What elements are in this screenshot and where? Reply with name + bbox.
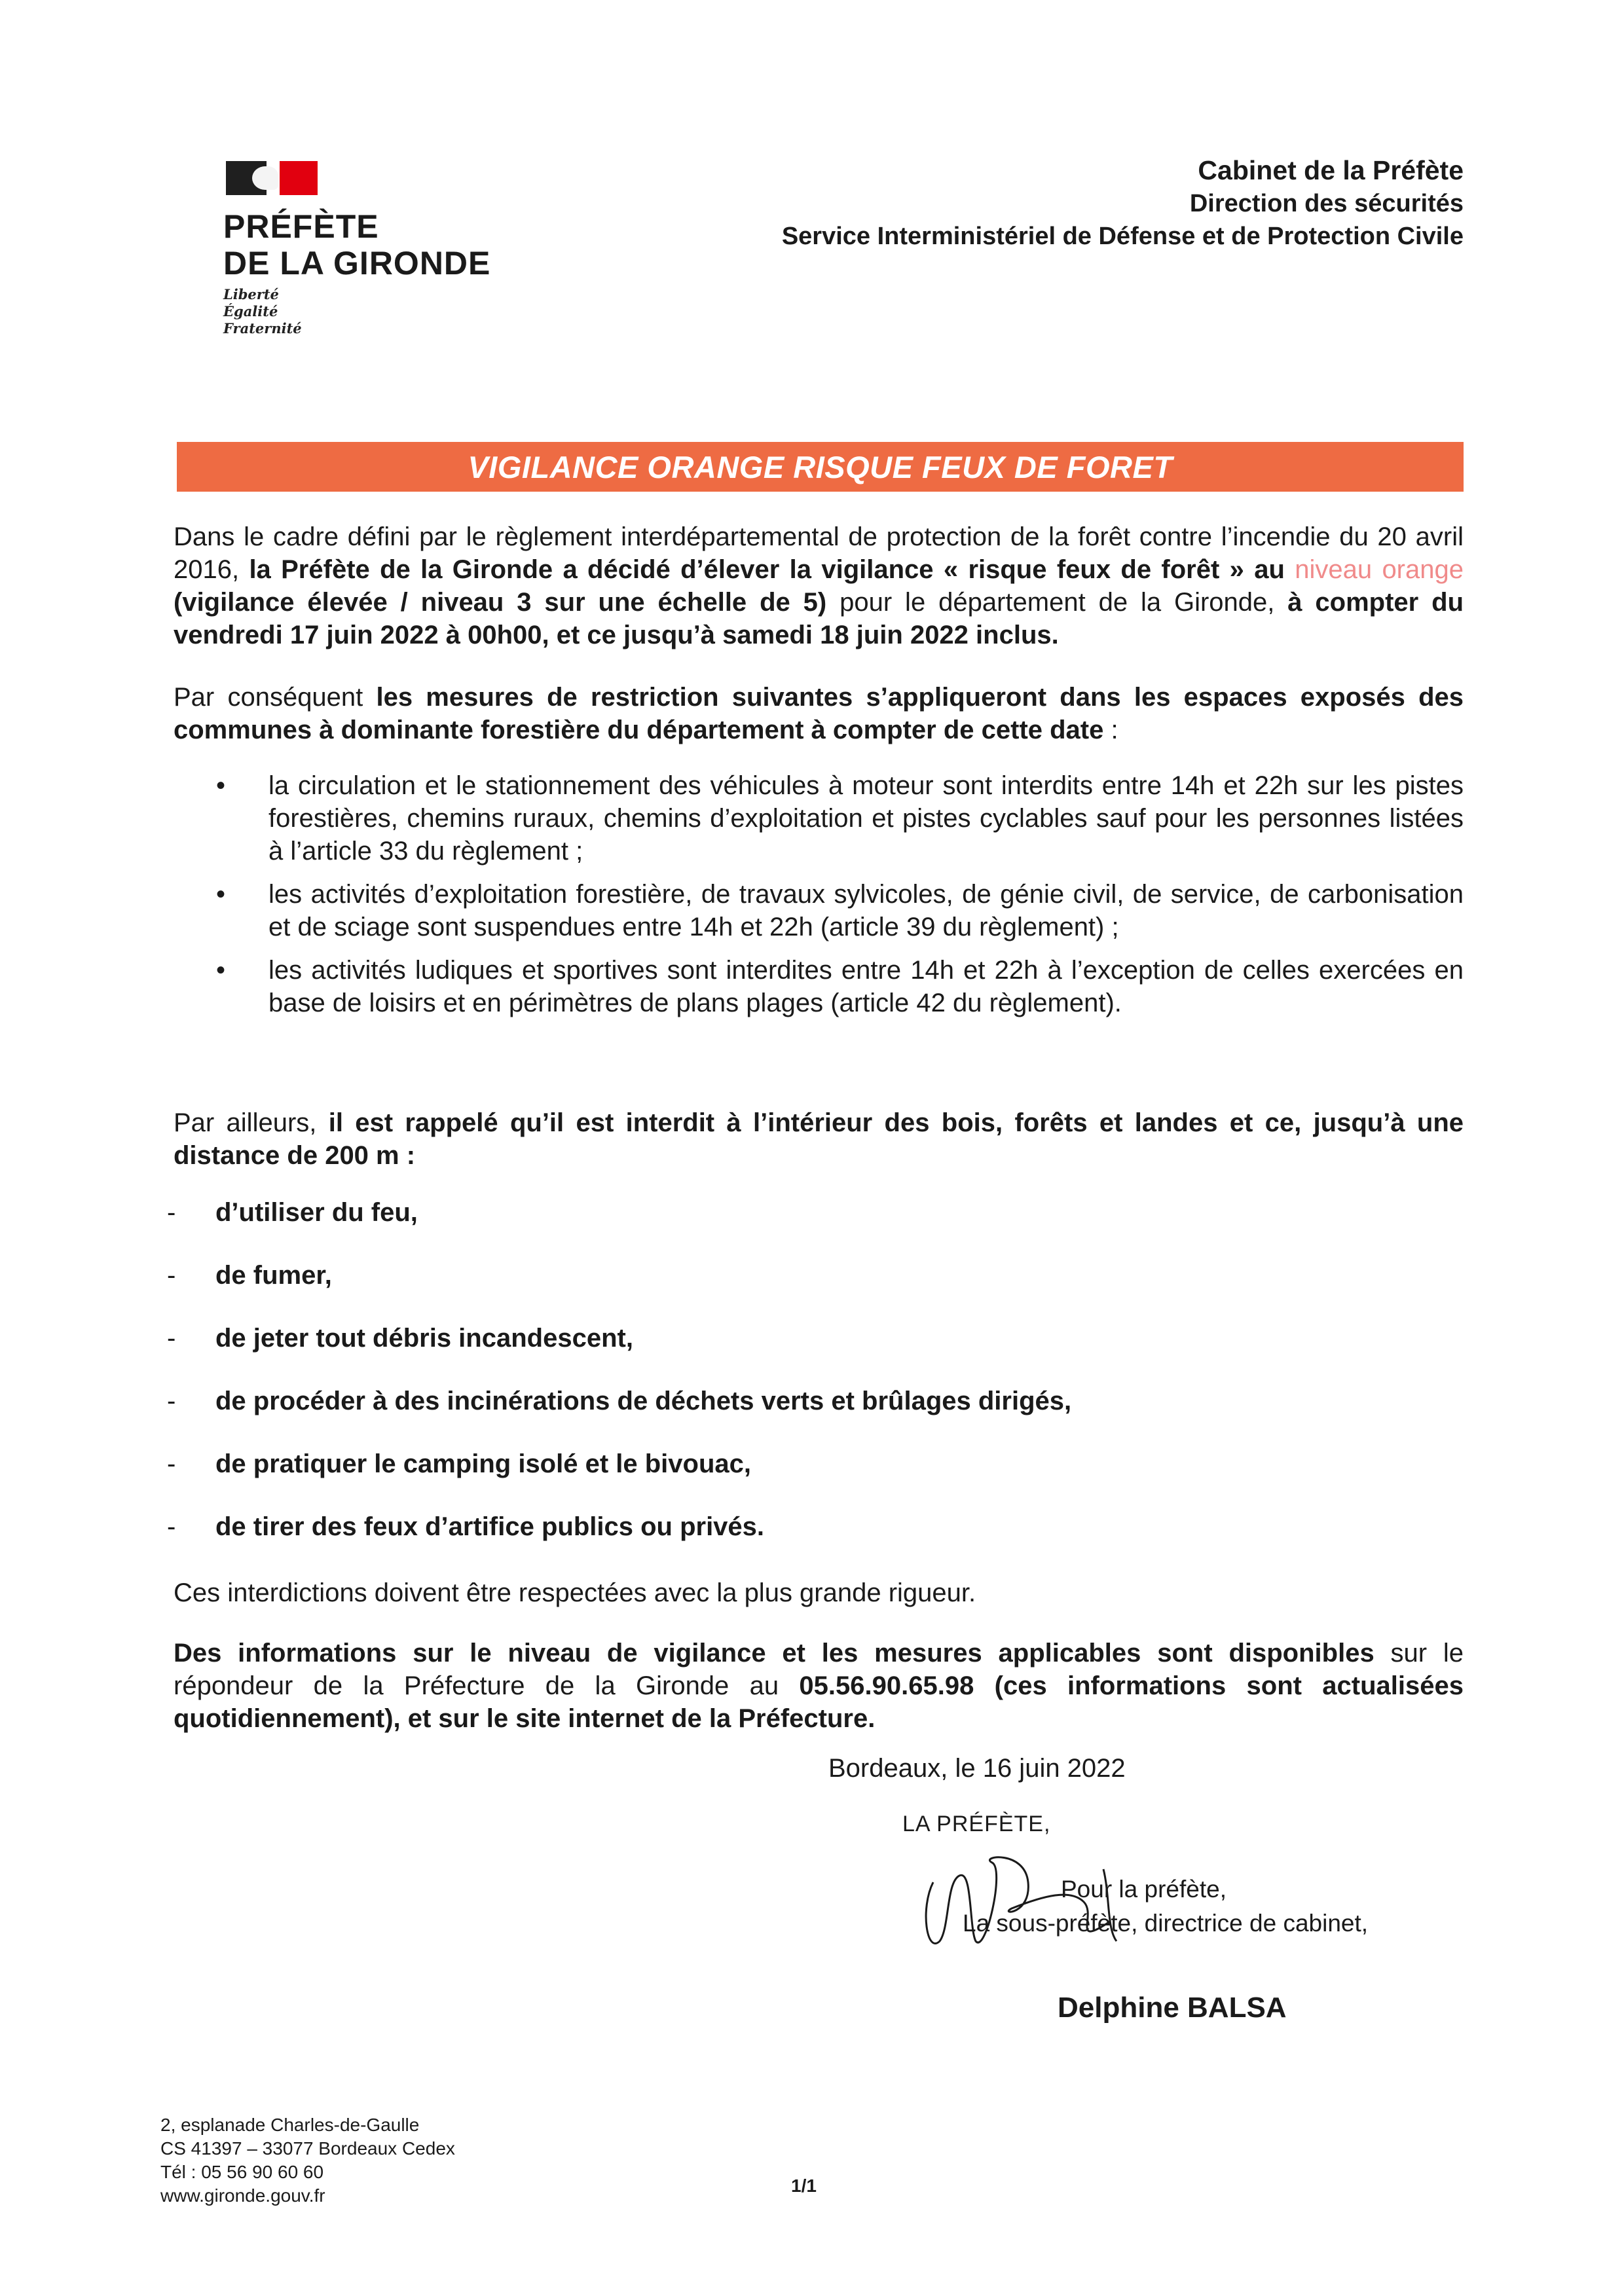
alert-banner bbox=[177, 442, 1464, 492]
footer-address-line2: CS 41397 – 33077 Bordeaux Cedex bbox=[160, 2138, 455, 2159]
signature-date: Bordeaux, le 16 juin 2022 bbox=[828, 1754, 1126, 1783]
restriction-item bbox=[216, 954, 1464, 1019]
prohibition-text: de pratiquer le camping isolé et le bivouac, bbox=[215, 1449, 752, 1478]
prefecture-name-line1: PRÉFÈTE bbox=[223, 208, 379, 245]
restriction-text: les activités d’exploitation forestière, de travaux sylvicoles, de génie civil, de service, de carbonisation et de sciage sont suspendues entre 14h et 22h (article 39 du règlement) ; bbox=[268, 880, 1464, 941]
info-paragraph bbox=[174, 1637, 1464, 1735]
signature-delegation bbox=[963, 1872, 1368, 1941]
prohibition-text: de fumer, bbox=[215, 1261, 332, 1290]
header-service: Service Interministériel de Défense et de Protection Civile bbox=[781, 223, 1464, 250]
prefecture-name-line2: DE LA GIRONDE bbox=[223, 245, 491, 282]
prohibition-item bbox=[167, 1261, 1411, 1294]
prohibition-item bbox=[167, 1449, 1411, 1482]
restriction-list bbox=[216, 769, 1464, 1030]
restriction-item bbox=[216, 769, 1464, 867]
signature-title: LA PRÉFÈTE, bbox=[902, 1812, 1051, 1836]
dash-icon: - bbox=[167, 1324, 176, 1353]
consequence-paragraph bbox=[174, 681, 1464, 746]
rigor-sentence: Ces interdictions doivent être respectées avec la plus grande rigueur. bbox=[174, 1578, 976, 1607]
signature-for: Pour la préfète, bbox=[1061, 1876, 1227, 1903]
motto-fraternite: Fraternité bbox=[223, 320, 302, 337]
header-cabinet: Cabinet de la Préfète bbox=[1198, 155, 1464, 185]
prohibition-item bbox=[167, 1512, 1411, 1545]
intro-bold-3: à compter du vendredi 17 juin 2022 à 00h00, et ce jusqu’à samedi 18 juin 2022 inclus. bbox=[174, 588, 1464, 649]
dash-icon: - bbox=[167, 1387, 176, 1415]
signature-role: La sous-préfète, directrice de cabinet, bbox=[963, 1910, 1369, 1937]
footer-address-line1: 2, esplanade Charles-de-Gaulle bbox=[160, 2115, 420, 2135]
reminder-paragraph bbox=[174, 1106, 1464, 1172]
intro-text-1: Dans le cadre défini par le règlement interdépartemental de protection de la forêt contre l’incendie du 20 avril 2016, bbox=[174, 522, 1464, 584]
intro-text-2: pour le département de la Gironde, bbox=[826, 588, 1288, 617]
info-bold-2: 05.56.90.65.98 (ces informations sont actualisées quotidiennement), et sur le site internet de la Préfecture. bbox=[174, 1671, 1464, 1733]
bullet-icon: • bbox=[216, 956, 226, 985]
motto-liberte: Liberté bbox=[223, 286, 279, 302]
bullet-icon: • bbox=[216, 771, 226, 800]
bullet-icon: • bbox=[216, 880, 226, 909]
prefecture-name bbox=[223, 208, 490, 282]
prohibition-text: de jeter tout débris incandescent, bbox=[215, 1324, 633, 1353]
signatory-name: Delphine BALSA bbox=[1058, 1992, 1287, 2024]
dash-icon: - bbox=[167, 1261, 176, 1290]
consequence-text-1: Par conséquent bbox=[174, 683, 377, 712]
reminder-text: Par ailleurs, bbox=[174, 1108, 329, 1137]
dash-icon: - bbox=[167, 1198, 176, 1227]
intro-orange-level: niveau orange bbox=[1295, 555, 1464, 584]
info-text: sur le répondeur de la Préfecture de la Gironde au bbox=[174, 1639, 1464, 1700]
motto-egalite: Égalité bbox=[223, 303, 278, 319]
prohibition-item bbox=[167, 1198, 1411, 1231]
prohibition-text: de procéder à des incinérations de déchets verts et brûlages dirigés, bbox=[215, 1387, 1072, 1415]
prohibition-item bbox=[167, 1324, 1411, 1357]
footer-phone: Tél : 05 56 90 60 60 bbox=[160, 2162, 324, 2182]
intro-bold-2: (vigilance élevée / niveau 3 sur une échelle de 5) bbox=[174, 588, 827, 617]
restriction-item bbox=[216, 878, 1464, 943]
consequence-text-2: : bbox=[1103, 716, 1118, 744]
prohibition-text: d’utiliser du feu, bbox=[215, 1198, 418, 1227]
dash-icon: - bbox=[167, 1512, 176, 1541]
marianne-logo-icon bbox=[226, 161, 318, 195]
prohibition-text: de tirer des feux d’artifice publics ou privés. bbox=[215, 1512, 765, 1541]
dash-icon: - bbox=[167, 1449, 176, 1478]
reminder-bold: il est rappelé qu’il est interdit à l’intérieur des bois, forêts et landes et ce, jusqu’à une distance de 200 m : bbox=[174, 1108, 1464, 1170]
header-direction: Direction des sécurités bbox=[1189, 190, 1464, 217]
intro-paragraph bbox=[174, 520, 1464, 651]
consequence-bold: les mesures de restriction suivantes s’appliqueront dans les espaces exposés des communes à dominante forestière du département à compter de cette date bbox=[174, 683, 1464, 744]
intro-bold-1: la Préfète de la Gironde a décidé d’élever la vigilance « risque feux de forêt » au bbox=[249, 555, 1295, 584]
footer-address bbox=[160, 2113, 455, 2208]
restriction-text: la circulation et le stationnement des véhicules à moteur sont interdits entre 14h et 22h sur les pistes forestières, chemins ruraux, chemins d’exploitation et pistes cyclables sauf pour les personnes listées à l’article 33 du règlement ; bbox=[268, 771, 1464, 866]
page-number: 1/1 bbox=[791, 2176, 817, 2196]
alert-banner-title: VIGILANCE ORANGE RISQUE FEUX DE FORET bbox=[468, 450, 1173, 484]
restriction-text: les activités ludiques et sportives sont interdites entre 14h et 22h à l’exception de celles exercées en base de loisirs et en périmètres de plans plages (article 42 du règlement). bbox=[268, 956, 1464, 1017]
prohibition-item bbox=[167, 1387, 1411, 1419]
issuing-service-header bbox=[782, 153, 1464, 253]
info-bold-1: Des informations sur le niveau de vigilance et les mesures applicables sont disponibles bbox=[174, 1639, 1375, 1667]
republic-motto bbox=[223, 286, 302, 337]
footer-website: www.gironde.gouv.fr bbox=[160, 2185, 325, 2206]
